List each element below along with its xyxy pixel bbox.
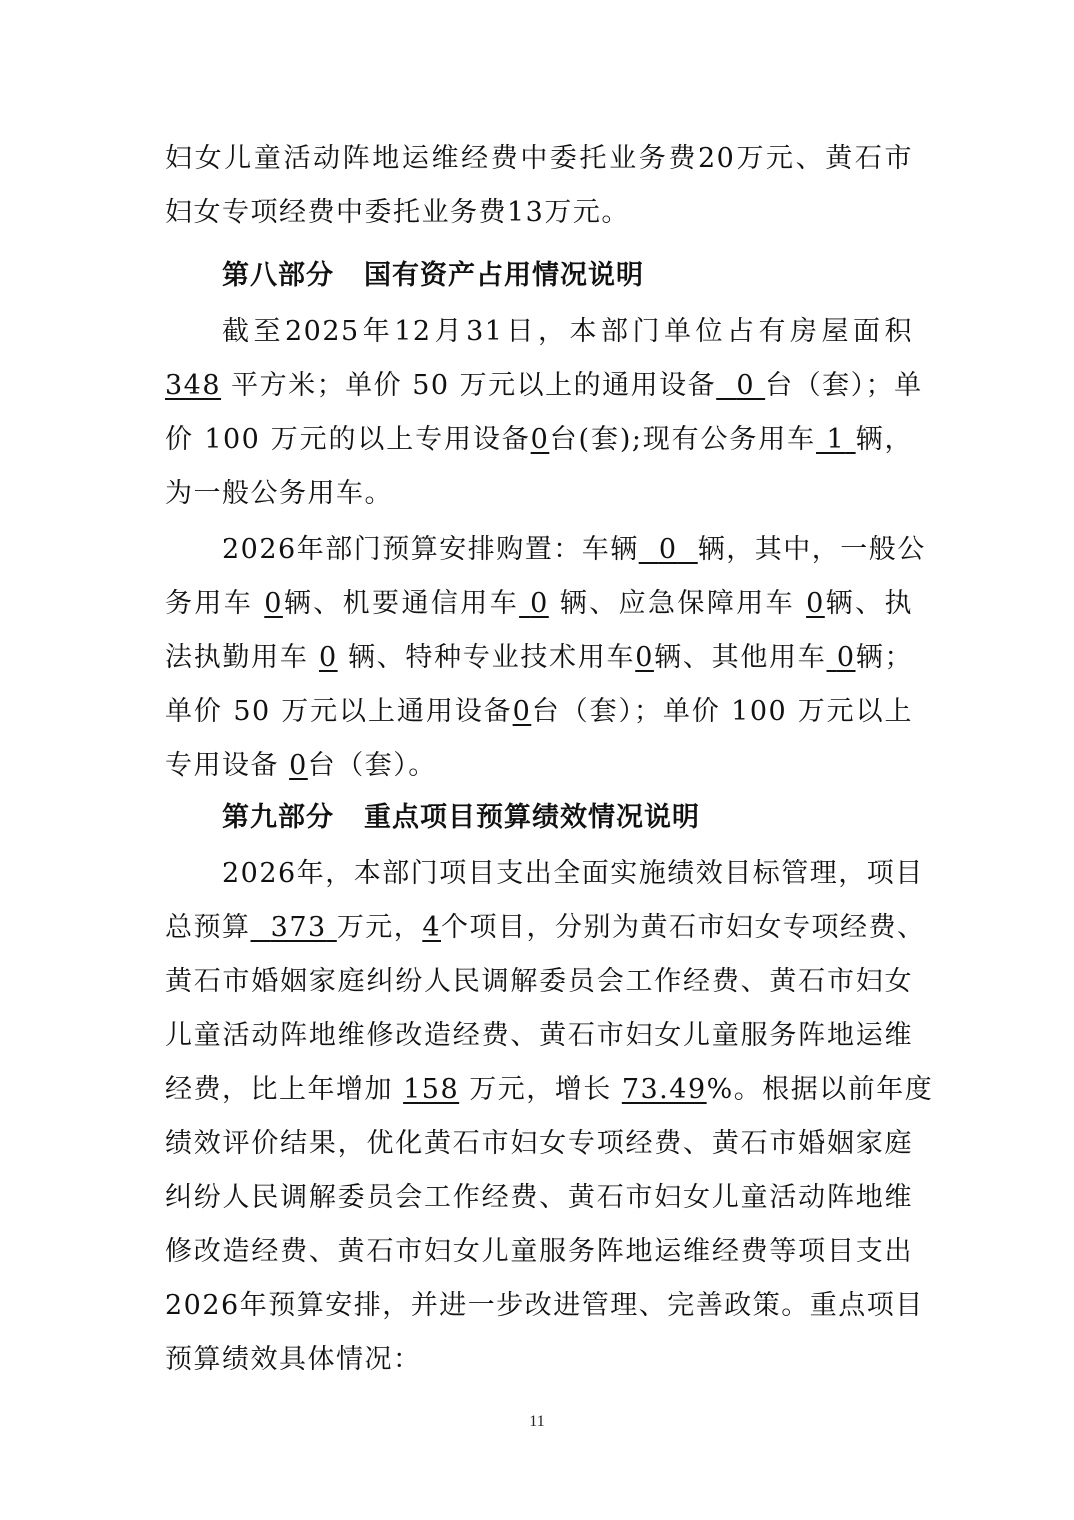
text-span: 经费，比上年增加: [165, 1074, 393, 1105]
text-span: 辆，: [855, 424, 913, 455]
text-span: 台（套）。: [307, 750, 437, 781]
value: 0: [836, 642, 856, 673]
underlined-value: 0: [806, 588, 825, 619]
text-span: 台(套);现有公务用车: [549, 424, 817, 455]
text-span: 台（套）；单价 100 万元以上: [531, 696, 913, 727]
underlined-value: [519, 588, 549, 619]
body-text-line: [165, 368, 923, 404]
value: 0: [530, 588, 549, 619]
body-text-line: 为一般公务用车。: [165, 478, 393, 509]
underlined-value: [816, 424, 856, 455]
body-text-line: 黄石市婚姻家庭纠纷人民调解委员会工作经费、黄石市妇女: [165, 966, 913, 997]
text-span: 务用车: [165, 588, 254, 619]
text-span: 辆、特种专业技术用车: [347, 642, 636, 673]
section-heading: [222, 800, 700, 836]
underlined-value: [251, 912, 337, 943]
section-title: 重点项目预算绩效情况说明: [364, 802, 700, 833]
underlined-value: [716, 370, 765, 401]
body-text-line: [222, 532, 926, 568]
section-title: 国有资产占用情况说明: [364, 260, 644, 291]
body-text-line: 妇女专项经费中委托业务费13万元。: [165, 197, 630, 228]
text-span: 辆、机要通信用车: [282, 588, 520, 619]
underlined-value: 0: [530, 424, 550, 455]
text-span: 2026年部门预算安排购置：车辆: [222, 534, 639, 565]
body-text-line: [165, 422, 913, 458]
body-text-line: 妇女儿童活动阵地运维经费中委托业务费20万元、黄石市: [165, 143, 913, 174]
section-number: 第九部分: [222, 802, 334, 833]
value: 373: [270, 912, 327, 943]
body-text-line: 2026年预算安排，并进一步改进管理、完善政策。重点项目: [165, 1290, 924, 1321]
underlined-value: 0: [318, 642, 338, 673]
text-span: 辆；: [855, 642, 913, 673]
underlined-value: 4: [422, 912, 441, 943]
body-text-line: 2026年，本部门项目支出全面实施绩效目标管理，项目: [222, 858, 924, 889]
text-span: 个项目，分别为黄石市妇女专项经费、: [441, 912, 926, 943]
text-span: 单价 50 万元以上通用设备: [165, 696, 513, 727]
text-span: 法执勤用车: [165, 642, 309, 673]
body-text-line: [165, 694, 913, 730]
value: 0: [736, 370, 756, 401]
body-text-line: 纠纷人民调解委员会工作经费、黄石市妇女儿童活动阵地维: [165, 1182, 913, 1213]
underlined-value: 73.49: [621, 1074, 707, 1105]
text-span: 台（套）；单: [765, 370, 923, 401]
text-span: %。根据以前年度: [706, 1074, 934, 1105]
value: 1: [826, 424, 846, 455]
underlined-value: 0: [635, 642, 654, 673]
page-number: 11: [529, 1413, 545, 1430]
body-text-line: [165, 748, 913, 784]
text-span: 价 100 万元的以上专用设备: [165, 424, 531, 455]
underlined-value: 0: [289, 750, 308, 781]
text-span: 平方米；单价 50 万元以上的通用设备: [231, 370, 717, 401]
underlined-value: 0: [264, 588, 283, 619]
underlined-value: 348: [165, 370, 222, 401]
body-text-line: [165, 586, 913, 622]
body-text-line: 儿童活动阵地维修改造经费、黄石市妇女儿童服务阵地运维: [165, 1020, 913, 1051]
section-heading: [222, 258, 644, 294]
text-span: 辆、应急保障用车: [559, 588, 796, 619]
underlined-value: [827, 642, 856, 673]
body-text-line: 修改造经费、黄石市妇女儿童服务阵地运维经费等项目支出: [165, 1236, 913, 1267]
body-text-line: [165, 910, 926, 946]
text-span: 辆、执: [824, 588, 913, 619]
underlined-value: 0: [512, 696, 532, 727]
body-text-line: [165, 640, 913, 676]
body-text-line: 预算绩效具体情况：: [165, 1344, 422, 1375]
text-span: 专用设备: [165, 750, 279, 781]
text-span: 辆，其中，一般公: [697, 534, 926, 565]
underlined-value: [639, 534, 698, 565]
section-number: 第八部分: [222, 260, 334, 291]
text-span: 辆、其他用车: [653, 642, 827, 673]
body-text-line: [165, 1072, 934, 1108]
value: 0: [658, 534, 678, 565]
body-text-line: 绩效评价结果，优化黄石市妇女专项经费、黄石市婚姻家庭: [165, 1128, 913, 1159]
text-span: 总预算: [165, 912, 251, 943]
body-text-line: 截至2025年12月31日，本部门单位占有房屋面积: [222, 316, 913, 347]
text-span: 万元，: [336, 912, 423, 943]
underlined-value: 158: [403, 1074, 460, 1105]
text-span: 万元，增长: [469, 1074, 612, 1105]
